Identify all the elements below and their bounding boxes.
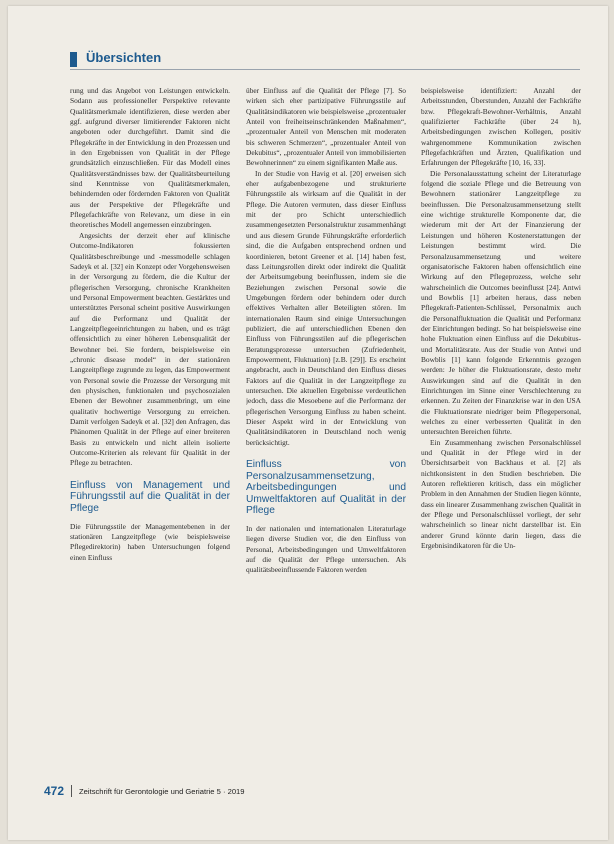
subheading: Einfluss von Personalzusammensetzung, Arbeitsbedingungen und Umweltfaktoren auf Qualität in der Pflege (246, 459, 406, 517)
page-footer (44, 784, 245, 798)
section-label: Übersichten (86, 50, 162, 65)
paragraph: In der nationalen und internationalen Literaturlage liegen diverse Studien vor, die den Einfluss von Personal, Arbeitsbedingungen und Umweltfaktoren auf die Qualität der Pflege untersuchen. Als qualitätsbeeinflussende Faktoren werden (246, 524, 406, 575)
text-column-2 (246, 86, 406, 776)
page (8, 6, 608, 840)
paragraph: beispielsweise identifiziert: Anzahl der Arbeitsstunden, Überstunden, Anzahl der Fachkräfte bzw. Pflegekraft-Bewohner-Verhältnis, Anzahl qualifizierter Fachkräfte (über 24 h), Arbeitsbedingungen zwischen Kollegen, positiv wahrgenommene Kommunikation zwischen Pflegefachkräften und Ärzten, Qualifikation und Erfahrungen der Pflegekräfte [10, 16, 33]. (421, 86, 581, 168)
paragraph: Ein Zusammenhang zwischen Personalschlüssel und Qualität in der Pflege wird in der Übersichtsarbeit von Backhaus et al. [2] als nichtkonsistent in den Studien beschrieben. Die Autoren reflektieren kritisch, dass ein möglicher Problem in den Annahmen der Studien liegen könnte, dass ein linearer Zusammenhang zwischen Qualität in der Pflege und Personalschlüssel vorliegt, der sehr wahrscheinlich so linear nicht darstellbar ist. Ein anderer Grund könnte darin liegen, dass die Ergebnisindikatoren für die Un- (421, 437, 581, 551)
paragraph: Die Führungsstile der Managementebenen in der stationären Langzeitpflege (wie beispielsweise Pflegedirektorin) haben Untersuchungen folgend einen Einfluss (70, 521, 230, 562)
paragraph: In der Studie von Havig et al. [20] erweisen sich eher aufgabenbezogene und strukturierte Führungsstile als wirksam auf die Qualität in der Pflege. Die Autoren vermuten, dass dieser Einfluss mit der pro Schicht unterschiedlich zusammengesetzten Personalstruktur zusammenhängt und aus diesem Grunde Führungskräfte erforderlich sind, die die Aufgaben entsprechend ordnen und koordinieren, betont Greener et al. [14] haben fest, dass Leitungsrollen direkt oder indirekt die Qualität der Arbeitsumgebung beeinflussen, indem sie die Beziehungen zwischen Personal sowie die Umgebungen fördern oder behindern oder durch effektives Verhalten aller Beteiligten stören. Im internationalen Raum sind einige Untersuchungen publiziert, die auf unterschiedlichen Ebenen den Einfluss von Führungsstilen auf die pflegerischen Beratungsprozesse untersuchen (Zufriedenheit, Empowerment, Fluktuation) [z.B. [29]]. Es erscheint angebracht, auch in Deutschland den Einfluss dieses Faktors auf die Qualität in der Langzeitpflege zu untersuchen. Die aktuellen Ergebnisse verdeutlichen jedoch, dass die Mesoebene auf die Performanz der pflegerischen Versorgung Einfluss zu haben scheint. Dieser Aspekt wird in der Entwicklung von Qualitätsindikatoren in Deutschland noch wenig berücksichtigt. (246, 168, 406, 447)
journal-name: Zeitschrift für Gerontologie und Geriatrie 5 · 2019 (79, 786, 245, 796)
paragraph: rung und das Angebot von Leistungen entwickeln. Sodann aus professioneller Perspektive relevante Qualitätsmerkmale identifizieren, diese werden aber ggf. aufgrund diverser limitierender Faktoren nicht angeboten oder durchgeführt. Damit sind die Pflegekräfte in der Entwicklung in den Prozessen und in den Ergebnissen von Qualität in der Pflege grundsätzlich einzuschließen. Für das Modell eines Qualitätsverständnisses bzw. der Qualitätsbeurteilung sind Kenntnisse von Qualitätsmerkmalen, behindernden oder fördernden Faktoren von Qualität aus der Perspektive der Pflegekräfte und Pflegefachkräfte von Relevanz, um diese in ein theoretisches Modell angemessen einzubringen. (70, 86, 230, 230)
header-rule (70, 69, 580, 70)
page-number: 472 (44, 784, 65, 798)
paragraph: Die Personalausstattung scheint der Literaturlage folgend die soziale Pflege und die Betreuung von Bewohnern stationärer Langzeitpflege zu beeinflussen. Die Personalzusammensetzung stellt eine wichtige strukturelle Komponente dar, die wiederum mit der Art der Finanzierung der Leistungen und höheren Kostenerstattungen der Leistungen bestimmt wird. Die Personalzusammensetzung und weitere organisatorische Faktoren haben offensichtlich eine Wirkung auf den Pflegeprozess, welche sehr wahrscheinlich die Outcomes beeinflusst [24]. Antwi und Bowblis [1] arbeiten heraus, dass neben Pflegekraft-Patienten-Schlüssel, Personalmix auch die Personalfluktuation die Qualität und Performanz der Einrichtungen bedingt. So hat beispielsweise eine hohe Fluktuation einen Einfluss auf die Dekubitus- und Mortalitätsrate. Aus der Studie von Antwi und Bowblis [1] kann folgende Erkenntnis gezogen werden: Je höher die Fluktuationsrate, desto mehr Auswirkungen sind auf die Qualität in den Einrichtungen im Sinne einer Verschlechterung zu erkennen. Zu Zeiten der Finanzkrise war in den USA die Fluktuationsrate niedriger beim Pflegepersonal, welches zu einer verbesserten Qualität in den untersuchten Bereichen führte. (421, 168, 581, 437)
text-column-1 (70, 86, 230, 776)
section-bar (70, 52, 77, 67)
footer-separator (71, 785, 72, 797)
text-column-3 (421, 86, 581, 776)
subheading: Einfluss von Management und Führungsstil auf die Qualität in der Pflege (70, 479, 230, 514)
paragraph: Angesichts der derzeit eher auf klinische Outcome-Indikatoren fokussierten Qualitätsbeschreibunge und -messmodelle schlagen Sadeyk et al. [32] ein Konzept oder Vorgehensweisen in der Versorgung zu fördern, die die Kultur der pflegerischen Versorgung, chronische Krankheiten und Personal Empowerment beachten. Gestärktes und unterstütztes Personal scheint positive Auswirkungen auf die Performanz und Qualität der Langzeitpflegeeinrichtungen zu haben, und es trägt offensichtlich zu einer höheren Lebensqualität der Bewohner bei. Sie fordern, beispielsweise ein „chronic disease model“ in der stationären Langzeitpflege zugrunde zu legen, das Empowerment von Personal sowie die Prozesse der Versorgung mit den physischen, funktionalen und psychosozialen Ebenen der Bewohner zusammenbringt, um eine qualitativ hochwertige Versorgung zu erreichen. Damit verfolgen Sadeyk et al. [32] den Anfragen, das Phänomen Qualität in der Pflege auf einer breiteren Basis zu entwickeln und nicht allein isolierte Outcome-Kriterien als relevant für Qualität in der Pflege zu betrachten. (70, 230, 230, 468)
paragraph: über Einfluss auf die Qualität der Pflege [7]. So wirken sich eher partizipative Führungsstile auf Qualitätsindikatoren wie beispielsweise „prozentualer Anteil von freiheitseinschränkenden Maßnahmen“, „prozentualer Anteil von Menschen mit moderaten bis schweren Schmerzen“, „prozentualer Anteil von Dekubitus“, „prozentualer Anteil von immobilisierten Bewohnerinnen“ zu einem signifikanten Maße aus. (246, 86, 406, 168)
